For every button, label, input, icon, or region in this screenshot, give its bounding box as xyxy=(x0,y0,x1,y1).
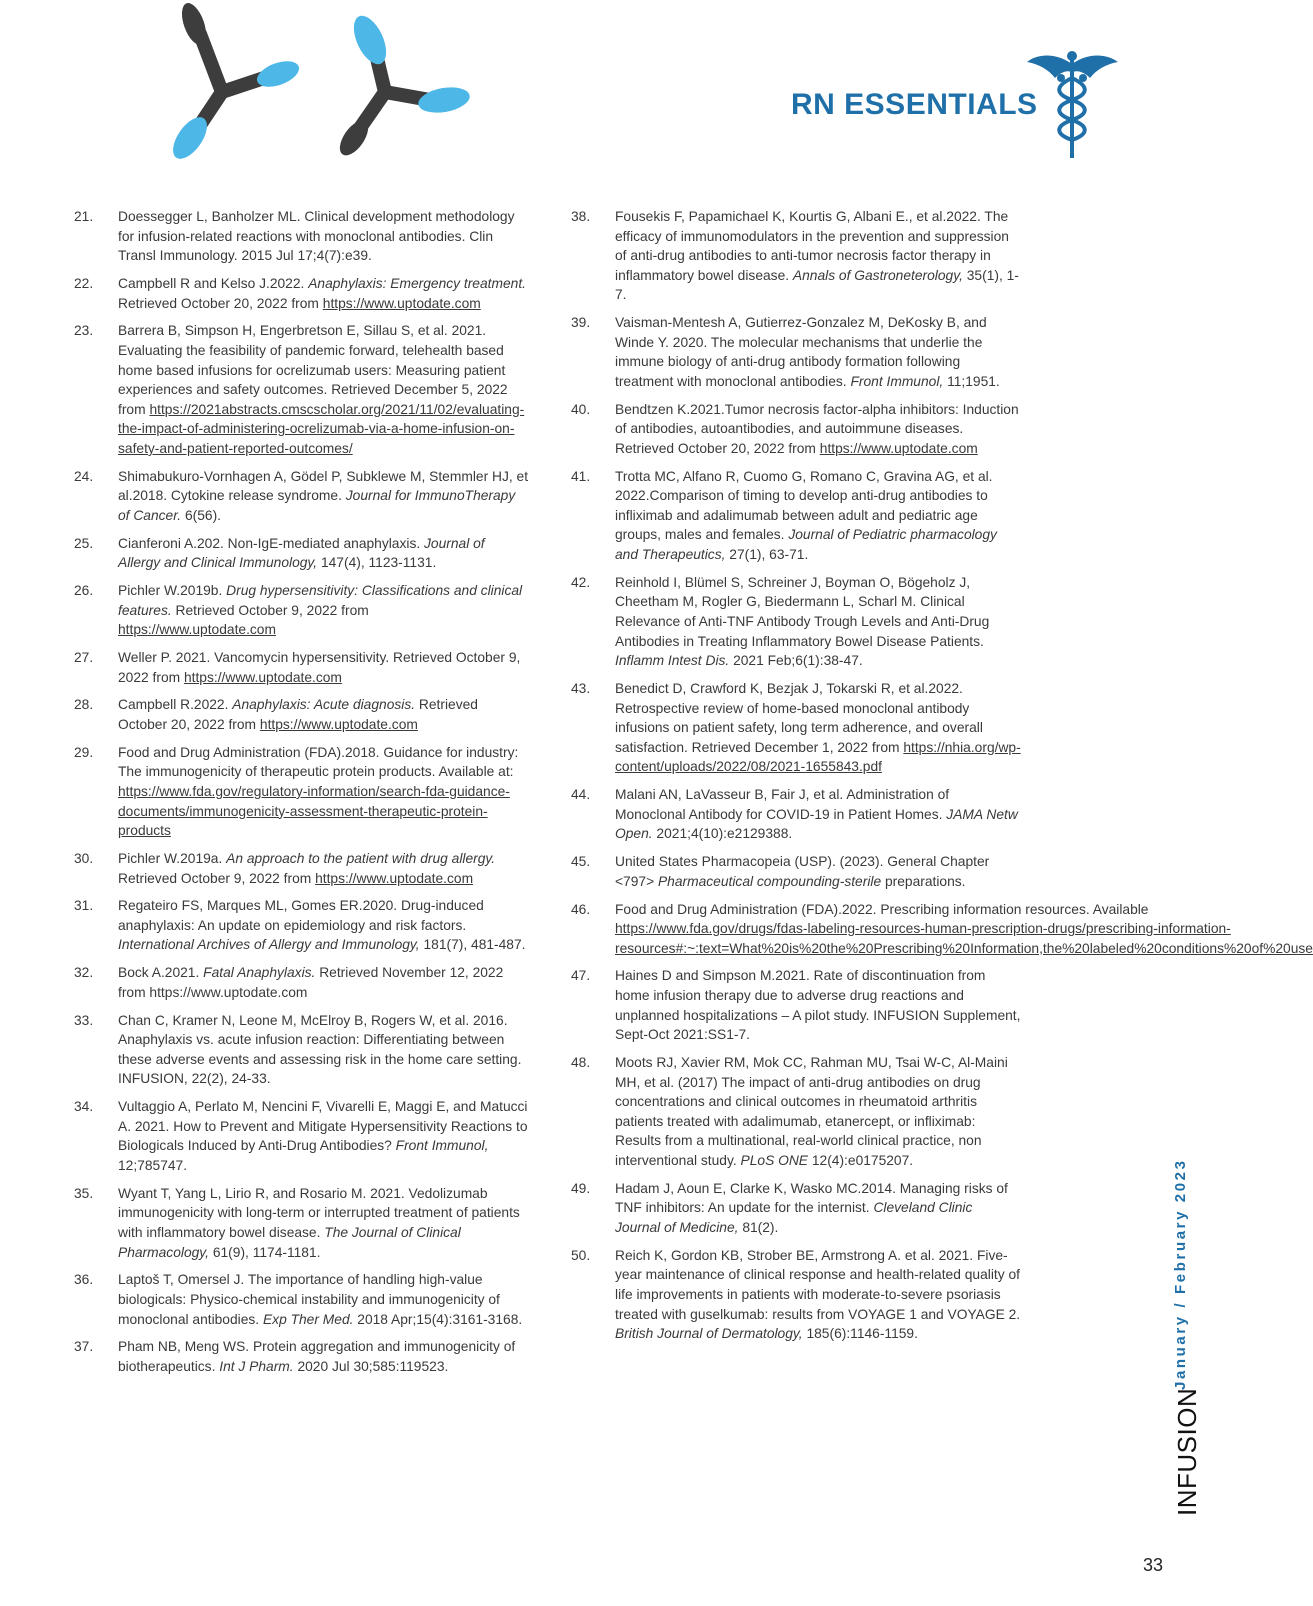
reference-text xyxy=(615,207,1021,305)
reference-number: 43. xyxy=(571,681,591,696)
reference-number: 29. xyxy=(74,744,94,760)
reference-link[interactable]: https://www.fda.gov/drugs/fdas-labeling-resources-human-prescription-drugs/prescribing-information-resources#:~:text=What%20is%20the%20Prescribing%20Information,the%20labeled%20conditions%20of%20use xyxy=(615,921,1313,956)
reference-number: 33. xyxy=(74,1012,94,1028)
reference-segment: Haines D and Simpson M.2021. Rate of discontinuation from home infusion therapy due to adverse drug reactions and unplanned hospitalizations – A pilot study. INFUSION Supplement, Sept-Oct 2021:SS1-7. xyxy=(615,968,1021,1043)
reference-item xyxy=(74,896,529,955)
infusion-logo: INFUSION xyxy=(1172,1387,1202,1516)
reference-segment: 2021 Feb;6(1):38-47. xyxy=(729,653,863,669)
reference-segment: Barrera B, Simpson H, Engerbretson E, Sillau S, et al. 2021. Evaluating the feasibility of pandemic forward, telehealth based home based infusions for ocrelizumab users: Measuring patient experiences and safety outcomes. Retrieved December 5, 2022 from xyxy=(118,323,508,417)
reference-segment: Retrieved October 9, 2022 from xyxy=(171,602,369,618)
reference-item xyxy=(571,1179,1021,1238)
reference-source: Front Immunol, xyxy=(850,373,944,389)
reference-segment: Doessegger L, Banholzer ML. Clinical development methodology for infusion-related reactions with monoclonal antibodies. Clin Transl Immunology. 2015 Jul 17;4(7):e39. xyxy=(118,209,515,264)
reference-segment: Retrieved October 20, 2022 from xyxy=(118,295,323,311)
reference-segment: Chan C, Kramer N, Leone M, McElroy B, Rogers W, et al. 2016. Anaphylaxis vs. acute infusion reaction: Differentiating between these adverse events and assessing risk in the home care setting. INFUSION, 22(2), 24-33. xyxy=(118,1012,522,1087)
reference-item xyxy=(571,679,1021,777)
reference-number: 41. xyxy=(571,468,591,484)
reference-segment: Moots RJ, Xavier RM, Mok CC, Rahman MU, Tsai W-C, Al-Maini MH, et al. (2017) The impact of anti-drug antibodies on drug concentrations and clinical outcomes in rheumatoid arthritis patients treated with adalimumab, etanercept, or infliximab: Results from a multinational, real-world clinical practice, non interventional study. xyxy=(615,1055,1008,1168)
reference-item xyxy=(571,313,1021,391)
reference-item xyxy=(74,1011,529,1089)
reference-text xyxy=(118,207,529,266)
reference-segment: Reinhold I, Blümel S, Schreiner J, Boyman O, Bögeholz J, Cheetham M, Rogler G, Biedermann L, Scharl M. Clinical Relevance of Anti-TNF Antibody Trough Levels and Anti-Drug Antibodies in Treating Inflammatory Bowel Disease Patients. xyxy=(615,574,990,649)
reference-number: 22. xyxy=(74,275,94,291)
reference-segment: Pham NB, Meng WS. Protein aggregation and immunogenicity of biotherapeutics. xyxy=(118,1339,516,1374)
reference-segment: Weller P. 2021. Vancomycin hypersensitivity. Retrieved October 9, 2022 from xyxy=(118,650,521,685)
reference-segment: Bock A.2021. xyxy=(118,965,204,981)
reference-item xyxy=(571,400,1021,459)
reference-text xyxy=(615,785,1021,844)
reference-segment: Campbell R and Kelso J.2022. xyxy=(118,275,309,291)
reference-item xyxy=(74,534,529,573)
reference-segment: Pichler W.2019a. xyxy=(118,850,227,866)
antibody-icon xyxy=(330,0,470,160)
reference-segment: 185(6):1146-1159. xyxy=(802,1326,918,1342)
reference-segment: preparations. xyxy=(881,873,966,889)
reference-number: 47. xyxy=(571,968,591,984)
reference-segment: Shimabukuro-Vornhagen A, Gödel P, Subklewe M, Stemmler HJ, et al.2018. Cytokine release syndrome. xyxy=(118,468,529,504)
reference-item xyxy=(571,900,1313,959)
reference-item xyxy=(74,467,529,526)
reference-text xyxy=(118,648,529,687)
reference-segment: 12(4):e0175207. xyxy=(808,1153,914,1168)
reference-item xyxy=(74,743,529,841)
reference-segment: 2021;4(10):e2129388. xyxy=(652,826,793,842)
references-left-column xyxy=(74,207,529,1385)
reference-source: Fatal Anaphylaxis. xyxy=(203,965,316,981)
reference-number: 40. xyxy=(571,401,591,417)
reference-item xyxy=(74,1270,529,1329)
reference-source: Journal of Pediatric pharmacology and Therapeutics, xyxy=(615,527,997,563)
reference-segment: Benedict D, Crawford K, Bezjak J, Tokarski R, et al.2022. Retrospective review of home-based monoclonal antibody infusions on patient safety, long term adherence, and overall satisfaction. Retrieved December 1, 2022 from xyxy=(615,681,983,755)
reference-text xyxy=(615,679,1021,777)
reference-segment: Retrieved October 9, 2022 from xyxy=(118,870,316,886)
antibody-icon xyxy=(160,0,300,160)
reference-number: 38. xyxy=(571,209,591,224)
reference-segment: Vaisman-Mentesh A, Gutierrez-Gonzalez M, DeKosky B, and Winde Y. 2020. The molecular mechanisms that underlie the immune biology of anti-drug antibody formation following treatment with monoclonal antibodies. xyxy=(615,315,987,389)
reference-text xyxy=(615,313,1021,391)
reference-segment: 27(1), 63-71. xyxy=(725,547,809,563)
reference-segment: Retrieved November 12, 2022 from https://www.uptodate.com xyxy=(118,965,504,1000)
reference-segment: Reich K, Gordon KB, Strober BE, Armstrong A. et al. 2021. Five-year maintenance of clinical response and health-related quality of life improvements in patients with moderate-to-severe psoriasis treated with guselkumab: results from VOYAGE 1 and VOYAGE 2. xyxy=(615,1247,1021,1322)
reference-link[interactable]: https://www.fda.gov/regulatory-information/search-fda-guidance-documents/immunogenicity-assessment-therapeutic-protein-products xyxy=(118,783,510,839)
reference-source: An approach to the patient with drug allergy. xyxy=(226,850,496,866)
reference-item xyxy=(74,274,529,313)
reference-source: JAMA Netw Open. xyxy=(615,806,1018,842)
reference-text xyxy=(118,695,529,734)
reference-text xyxy=(615,400,1021,459)
reference-segment: Regateiro FS, Marques ML, Gomes ER.2020. Drug-induced anaphylaxis: An update on epidemiology and risk factors. xyxy=(118,898,484,933)
reference-link[interactable]: https://www.uptodate.com xyxy=(322,295,481,311)
reference-number: 49. xyxy=(571,1180,591,1196)
reference-number: 25. xyxy=(74,535,94,551)
reference-item xyxy=(74,1097,529,1175)
reference-text xyxy=(615,1053,1021,1171)
reference-text xyxy=(118,1097,529,1175)
reference-source: Anaphylaxis: Acute diagnosis. xyxy=(232,697,416,713)
reference-source: International Archives of Allergy and Immunology, xyxy=(118,937,420,953)
reference-item xyxy=(571,1246,1021,1344)
reference-segment: Pichler W.2019b. xyxy=(118,583,227,599)
reference-segment: Cianferoni A.202. Non-IgE-mediated anaphylaxis. xyxy=(118,535,425,551)
reference-text xyxy=(118,743,529,841)
reference-item xyxy=(74,963,529,1002)
reference-item xyxy=(74,207,529,266)
reference-number: 27. xyxy=(74,650,94,665)
reference-item xyxy=(571,966,1021,1044)
reference-number: 39. xyxy=(571,315,591,331)
reference-item xyxy=(571,1053,1021,1171)
reference-number: 21. xyxy=(74,209,94,224)
reference-segment: United States Pharmacopeia (USP). (2023). General Chapter <797> xyxy=(615,854,990,889)
reference-text xyxy=(118,1270,529,1329)
reference-text xyxy=(615,852,1021,891)
reference-text xyxy=(118,274,529,313)
reference-source: Cleveland Clinic Journal of Medicine, xyxy=(615,1200,973,1235)
reference-source: The Journal of Clinical Pharmacology, xyxy=(118,1224,461,1260)
reference-link[interactable]: https://www.uptodate.com xyxy=(183,669,342,685)
reference-segment: 61(9), 1174-1181. xyxy=(209,1244,321,1260)
reference-number: 23. xyxy=(74,323,94,339)
reference-source: British Journal of Dermatology, xyxy=(615,1326,803,1342)
section-title: RN ESSENTIALS xyxy=(791,88,1038,121)
reference-text xyxy=(118,1337,529,1376)
reference-item xyxy=(74,849,529,888)
reference-item xyxy=(571,852,1021,891)
reference-segment: Wyant T, Yang L, Lirio R, and Rosario M. 2021. Vedolizumab immunogenicity with long-term or interrupted treatment of patients with inflammatory bowel disease. xyxy=(118,1185,520,1240)
reference-segment: 147(4), 1123-1131. xyxy=(317,555,437,571)
reference-item xyxy=(571,207,1021,305)
page-number: 33 xyxy=(1143,1555,1164,1575)
reference-segment: 2020 Jul 30;585:119523. xyxy=(293,1358,449,1374)
reference-source: Journal of Allergy and Clinical Immunology, xyxy=(118,535,485,571)
reference-text xyxy=(118,467,529,526)
reference-source: Int J Pharm. xyxy=(219,1358,294,1374)
reference-text xyxy=(118,321,529,458)
reference-text xyxy=(615,1179,1021,1238)
reference-source: PLoS ONE xyxy=(740,1153,809,1168)
reference-source: Inflamm Intest Dis. xyxy=(615,653,730,669)
caduceus-icon xyxy=(1025,48,1120,160)
reference-segment: 12;785747. xyxy=(118,1157,188,1173)
reference-segment: 181(7), 481-487. xyxy=(419,937,526,953)
reference-segment: Vultaggio A, Perlato M, Nencini F, Vivarelli E, Maggi E, and Matucci A. 2021. How to Prevent and Mitigate Hypersensitivity Reactions to Biologicals Induced by Anti-Drug Antibodies? xyxy=(118,1099,528,1154)
reference-item xyxy=(74,695,529,734)
reference-number: 45. xyxy=(571,854,591,870)
reference-number: 37. xyxy=(74,1339,94,1355)
reference-link[interactable]: https://www.uptodate.com xyxy=(259,716,418,732)
reference-source: Drug hypersensitivity: Classifications and clinical features. xyxy=(118,583,523,618)
reference-segment: Fousekis F, Papamichael K, Kourtis G, Albani E., et al.2022. The efficacy of immunomodulators in the prevention and suppression of anti-drug antibodies to anti-tumor necrosis factor therapy in inflammatory bowel disease. xyxy=(615,209,1009,283)
reference-number: 24. xyxy=(74,468,94,484)
reference-segment: Food and Drug Administration (FDA).2022. Prescribing information resources. Available xyxy=(615,901,1149,917)
reference-segment: Laptoš T, Omersel J. The importance of handling high-value biologicals: Physico-chemical instability and immunogenicity of monoclonal antibodies. xyxy=(118,1272,500,1327)
reference-number: 36. xyxy=(74,1272,94,1288)
reference-text xyxy=(118,1184,529,1262)
reference-segment: 81(2). xyxy=(738,1219,779,1235)
reference-text xyxy=(118,581,529,640)
reference-link[interactable]: https://nhia.org/wp-content/uploads/2022/08/2021-1655843.pdf xyxy=(615,739,1021,775)
issue-date: January / February 2023 xyxy=(1172,1158,1189,1390)
reference-item xyxy=(74,1184,529,1262)
reference-segment: Bendtzen K.2021.Tumor necrosis factor-alpha inhibitors: Induction of antibodies, autoantibodies, and autoimmune diseases. Retrieved October 20, 2022 from xyxy=(615,401,1019,456)
reference-item xyxy=(74,1337,529,1376)
reference-source: Journal for ImmunoTherapy of Cancer. xyxy=(118,488,516,523)
reference-number: 42. xyxy=(571,574,591,590)
reference-source: Exp Ther Med. xyxy=(262,1311,354,1327)
reference-text xyxy=(118,896,529,955)
reference-text xyxy=(615,467,1021,565)
reference-text xyxy=(615,1246,1021,1344)
reference-number: 32. xyxy=(74,965,94,981)
reference-number: 46. xyxy=(571,901,591,917)
reference-segment: Hadam J, Aoun E, Clarke K, Wasko MC.2014. Managing risks of TNF inhibitors: An update for the internist. xyxy=(615,1180,1008,1216)
reference-text xyxy=(118,963,529,1002)
reference-number: 30. xyxy=(74,850,94,866)
reference-item xyxy=(74,581,529,640)
reference-number: 34. xyxy=(74,1099,94,1115)
reference-number: 48. xyxy=(571,1055,591,1071)
reference-number: 31. xyxy=(74,898,94,914)
reference-item xyxy=(571,573,1021,671)
reference-link[interactable]: https://www.uptodate.com xyxy=(315,870,474,886)
reference-text xyxy=(118,1011,529,1089)
reference-number: 28. xyxy=(74,697,94,713)
reference-segment: Retrieved October 20, 2022 from xyxy=(118,697,478,732)
reference-number: 35. xyxy=(74,1185,94,1201)
reference-source: Front Immunol, xyxy=(395,1138,489,1154)
reference-source: Anaphylaxis: Emergency treatment. xyxy=(308,275,526,291)
reference-text xyxy=(615,966,1021,1044)
reference-text xyxy=(118,534,529,573)
reference-source: Pharmaceutical compounding-sterile xyxy=(657,873,882,889)
reference-text xyxy=(118,849,529,888)
reference-segment: 6(56). xyxy=(181,507,222,523)
reference-source: Annals of Gastroneterology, xyxy=(792,267,963,283)
reference-text xyxy=(615,900,1313,959)
reference-link[interactable]: https://2021abstracts.cmscscholar.org/2021/11/02/evaluating-the-impact-of-administering-ocrelizumab-via-a-home-infusion-on-safety-and-patient-reported-outcomes/ xyxy=(118,401,525,456)
reference-segment: Malani AN, LaVasseur B, Fair J, et al. Administration of Monoclonal Antibody for COVID-19 in Patient Homes. xyxy=(615,787,950,822)
reference-segment: Food and Drug Administration (FDA).2018. Guidance for industry: The immunogenicity of therapeutic protein products. Available at: xyxy=(118,744,519,780)
reference-segment: 2018 Apr;15(4):3161-3168. xyxy=(353,1311,523,1327)
reference-item xyxy=(74,321,529,458)
reference-link[interactable]: https://www.uptodate.com xyxy=(118,622,276,638)
reference-segment: 11;1951. xyxy=(943,373,1000,389)
reference-segment: Trotta MC, Alfano R, Cuomo G, Romano C, Gravina AG, et al. 2022.Comparison of timing to develop anti-drug antibodies to infliximab and adalimumab between adult and pediatric age groups, males and females. xyxy=(615,468,993,543)
reference-number: 44. xyxy=(571,787,591,803)
reference-number: 50. xyxy=(571,1247,591,1263)
reference-segment: 35(1), 1-7. xyxy=(615,267,1019,303)
reference-segment: Campbell R.2022. xyxy=(118,697,233,713)
reference-link[interactable]: https://www.uptodate.com xyxy=(819,440,978,456)
reference-item xyxy=(571,785,1021,844)
reference-number: 26. xyxy=(74,583,94,599)
reference-item xyxy=(74,648,529,687)
reference-text xyxy=(615,573,1021,671)
reference-item xyxy=(571,467,1021,565)
